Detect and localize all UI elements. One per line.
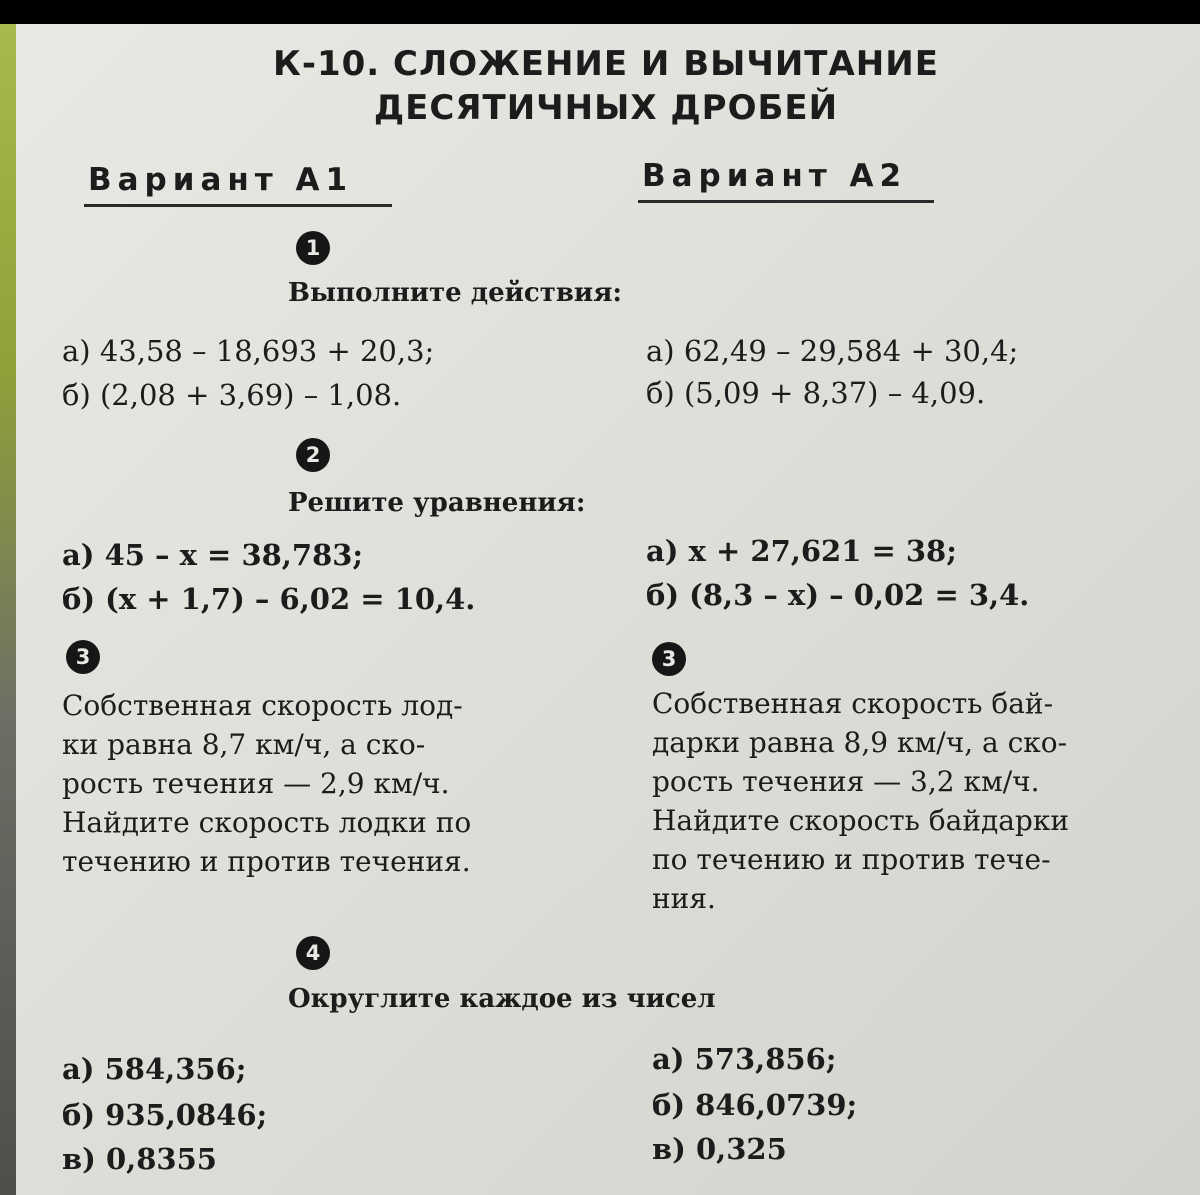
background-edge: [0, 24, 16, 1195]
task-4-number-badge: 4: [296, 936, 330, 970]
task-3-a2-line-6: ния.: [652, 882, 716, 915]
task-2-a1-item-a: а) 45 – x = 38,783;: [62, 538, 364, 572]
task-4-a2-item-a: а) 573,856;: [652, 1042, 837, 1076]
variant-a1-underline: [84, 204, 392, 207]
task-1-number-badge: 1: [296, 231, 330, 265]
task-4-a1-item-b: б) 935,0846;: [62, 1098, 268, 1132]
task-1-a1-item-a: а) 43,58 – 18,693 + 20,3;: [62, 334, 435, 368]
task-4-heading: Округлите каждое из чисел: [288, 984, 716, 1014]
task-1-a2-item-b: б) (5,09 + 8,37) – 4,09.: [646, 376, 986, 410]
task-2-a1-item-b: б) (x + 1,7) – 6,02 = 10,4.: [62, 582, 476, 616]
task-4-a1-item-a: а) 584,356;: [62, 1052, 247, 1086]
task-3-a1-line-4: Найдите скорость лодки по: [62, 806, 472, 839]
task-4-a2-item-b: б) 846,0739;: [652, 1088, 858, 1122]
variant-a2-underline: [638, 200, 934, 203]
task-3-a1-line-1: Собственная скорость лод-: [62, 689, 463, 722]
variant-a1-heading: Вариант А1: [88, 162, 354, 198]
task-3-a2-line-3: рость течения — 3,2 км/ч.: [652, 765, 1040, 798]
task-2-a2-item-a: а) x + 27,621 = 38;: [646, 534, 957, 568]
task-1-a2-item-a: а) 62,49 – 29,584 + 30,4;: [646, 334, 1019, 368]
task-3-a1-line-3: рость течения — 2,9 км/ч.: [62, 767, 450, 800]
task-3-a2-line-1: Собственная скорость бай-: [652, 687, 1054, 720]
task-3-a1-number-badge: 3: [66, 640, 100, 674]
task-2-heading: Решите уравнения:: [288, 488, 586, 518]
task-3-a1-line-5: течению и против течения.: [62, 845, 471, 878]
task-3-a1-line-2: ки равна 8,7 км/ч, а ско-: [62, 728, 426, 761]
task-1-heading: Выполните действия:: [288, 278, 623, 308]
worksheet-page: [16, 24, 1200, 1195]
top-black-bar: [0, 0, 1200, 24]
title-line-2: ДЕСЯТИЧНЫХ ДРОБЕЙ: [373, 88, 839, 128]
task-4-a1-item-c: в) 0,8355: [62, 1142, 217, 1176]
task-2-a2-item-b: б) (8,3 – x) – 0,02 = 3,4.: [646, 578, 1030, 612]
task-3-a2-line-5: по течению и против тече-: [652, 843, 1051, 876]
task-1-a1-item-b: б) (2,08 + 3,69) – 1,08.: [62, 378, 402, 412]
task-4-a2-item-c: в) 0,325: [652, 1132, 787, 1166]
task-3-a1-text: [62, 686, 471, 881]
task-3-a2-line-2: дарки равна 8,9 км/ч, а ско-: [652, 726, 1068, 759]
task-2-number-badge: 2: [296, 438, 330, 472]
task-3-a2-number-badge: 3: [652, 642, 686, 676]
task-3-a2-line-4: Найдите скорость байдарки: [652, 804, 1070, 837]
variant-a2-heading: Вариант А2: [642, 158, 908, 194]
title-line-1: К-10. СЛОЖЕНИЕ И ВЫЧИТАНИЕ: [273, 44, 939, 84]
task-3-a2-text: [652, 684, 1069, 918]
